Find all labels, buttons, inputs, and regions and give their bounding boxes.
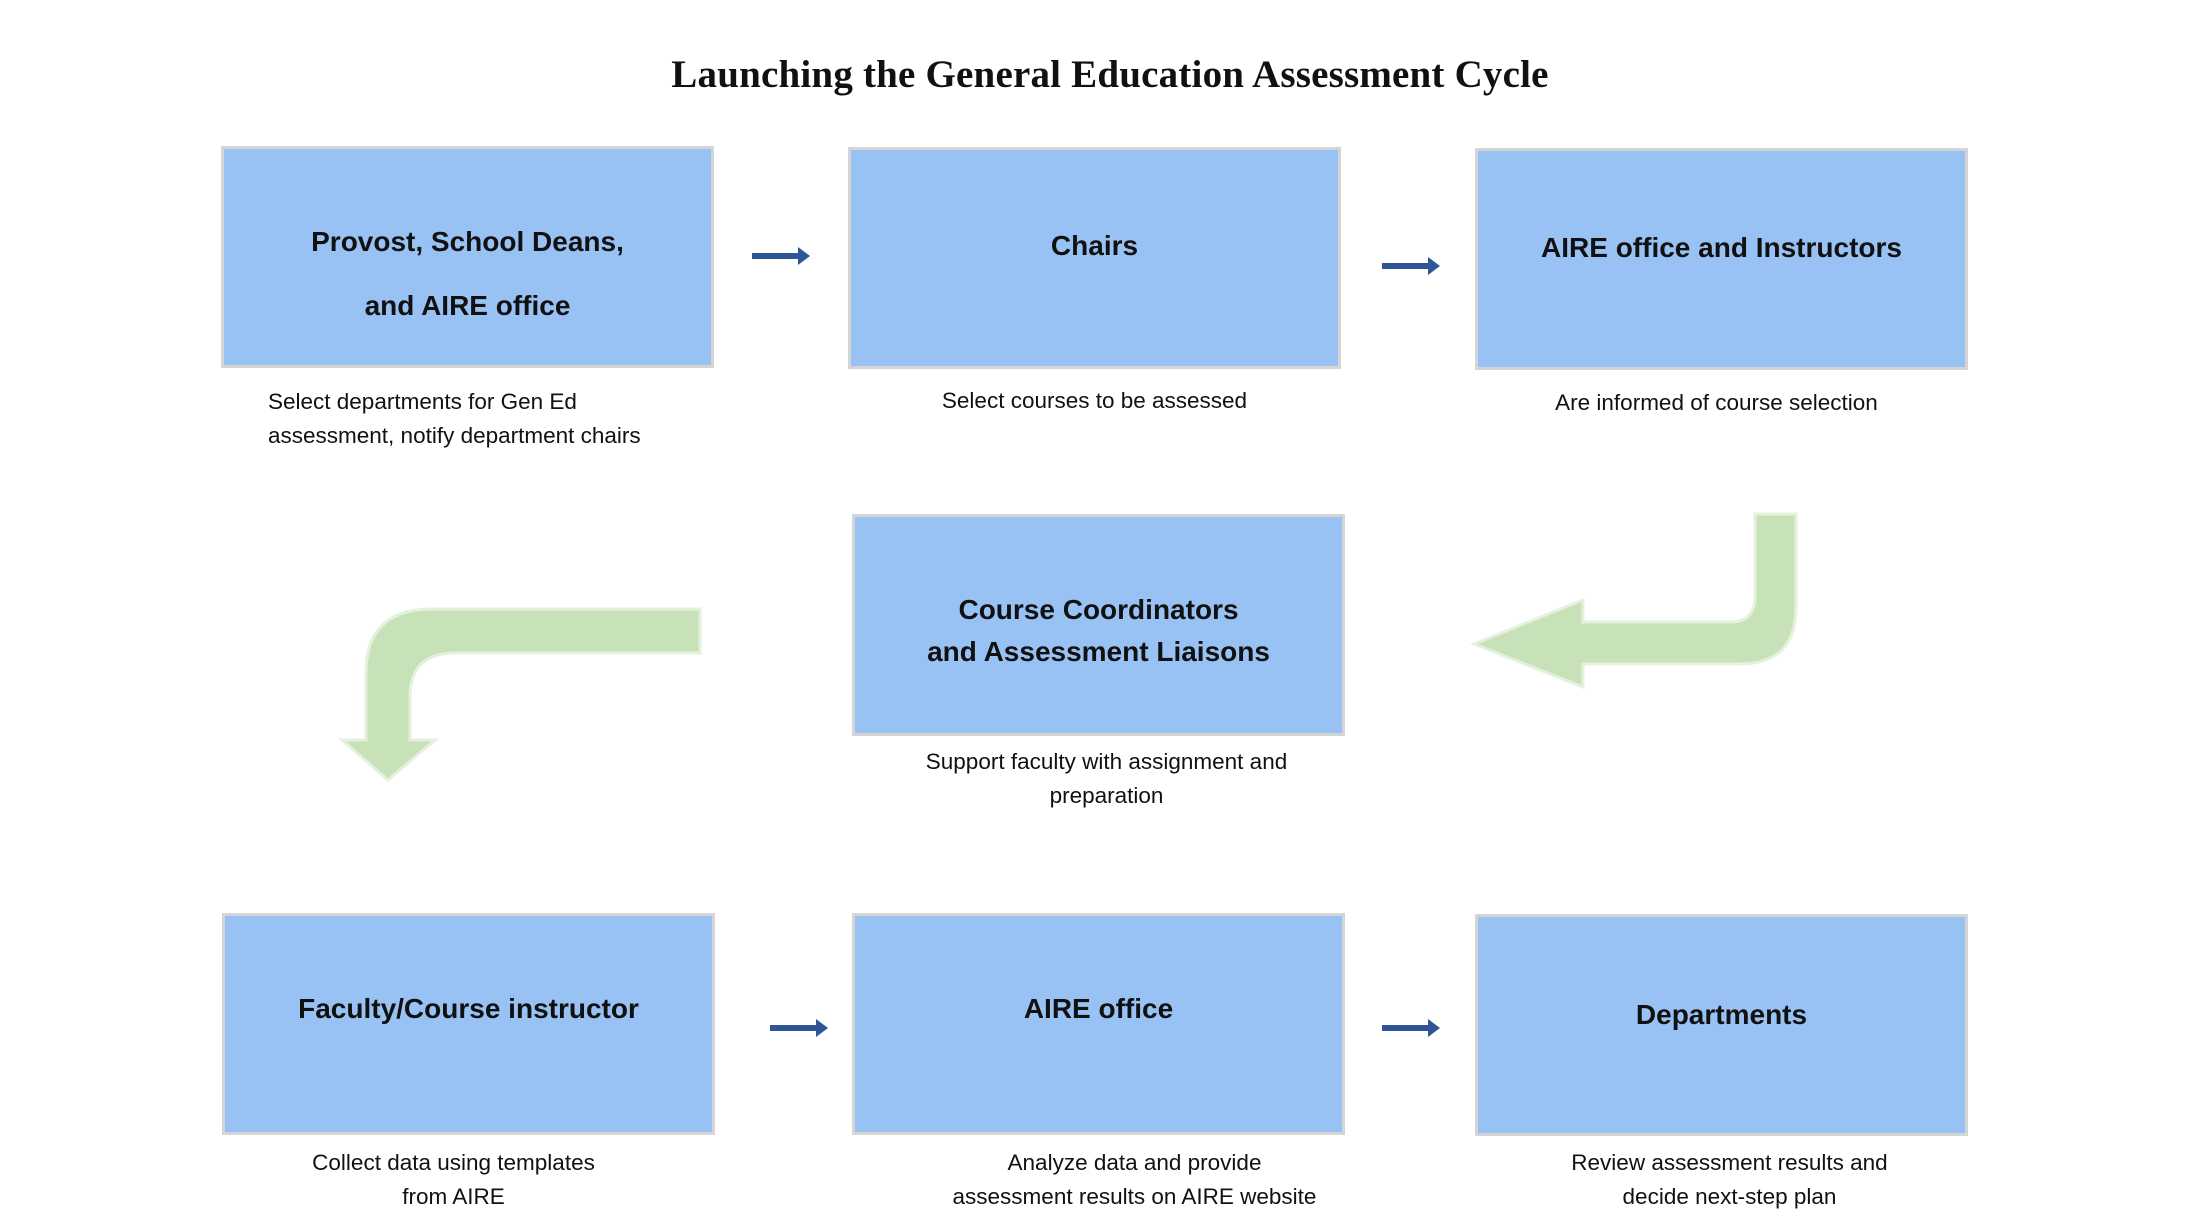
right-arrow-icon (752, 247, 810, 265)
caption-aire-instructors-line-1: Are informed of course selection (1555, 390, 1878, 415)
box-coordinators-line-1: Course Coordinators (958, 594, 1239, 625)
box-departments (1475, 914, 1968, 1136)
caption-departments-line-2: decide next-step plan (1622, 1184, 1837, 1209)
caption-provost (268, 385, 641, 453)
caption-faculty-line-2: from AIRE (402, 1184, 505, 1209)
right-arrow-icon (770, 1019, 828, 1037)
box-coordinators (852, 514, 1345, 736)
box-chairs-line-1: Chairs (1050, 230, 1139, 261)
caption-coordinators (860, 745, 1353, 813)
right-arrow-icon (1382, 257, 1440, 275)
box-faculty (222, 913, 715, 1135)
box-faculty-line-1: Faculty/Course instructor (298, 993, 639, 1024)
box-aire-office-line-1: AIRE office (1023, 993, 1174, 1024)
box-provost-line-2: and AIRE office (364, 290, 571, 321)
caption-aire-office (888, 1146, 1381, 1214)
box-aire-office (852, 913, 1345, 1135)
caption-provost-line-2: assessment, notify department chairs (268, 423, 641, 448)
bent-arrow-down-left-icon (1470, 512, 1800, 692)
right-arrow-icon (1382, 1019, 1440, 1037)
caption-aire-office-line-1: Analyze data and provide (1007, 1150, 1262, 1175)
caption-faculty (207, 1146, 700, 1214)
caption-coordinators-line-2: preparation (1049, 783, 1164, 808)
box-coordinators-line-2: and Assessment Liaisons (927, 636, 1270, 667)
bent-arrow-left-down-icon (340, 605, 705, 785)
caption-aire-office-line-2: assessment results on AIRE website (952, 1184, 1317, 1209)
caption-departments-line-1: Review assessment results and (1571, 1150, 1888, 1175)
caption-chairs-line-1: Select courses to be assessed (941, 388, 1248, 413)
caption-chairs (848, 384, 1341, 418)
caption-departments (1483, 1146, 1976, 1214)
box-aire-instructors (1475, 148, 1968, 370)
caption-faculty-line-1: Collect data using templates (312, 1150, 595, 1175)
box-provost (221, 146, 714, 368)
box-aire-instructors-line-1: AIRE office and Instructors (1541, 232, 1902, 263)
box-chairs (848, 147, 1341, 369)
box-provost-line-1: Provost, School Deans, (311, 226, 624, 257)
caption-provost-line-1: Select departments for Gen Ed (268, 389, 577, 414)
diagram-title: Launching the General Education Assessment Cycle (671, 53, 1549, 96)
box-departments-line-1: Departments (1635, 999, 1808, 1030)
caption-aire-instructors (1470, 386, 1963, 420)
caption-coordinators-line-1: Support faculty with assignment and (925, 749, 1288, 774)
